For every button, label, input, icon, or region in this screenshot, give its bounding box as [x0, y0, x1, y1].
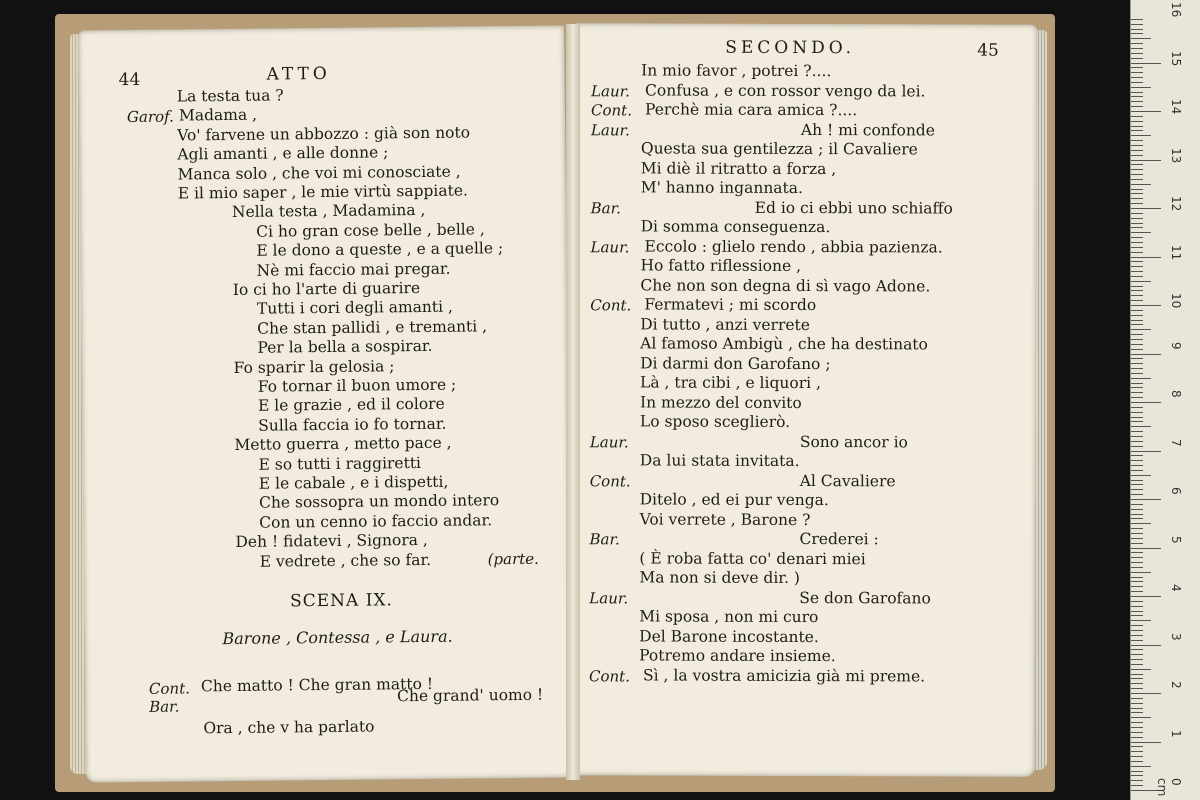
verse-line: Fo tornar il buon umore ; [257, 375, 457, 396]
ruler-tick [1131, 383, 1143, 384]
ruler-tick [1131, 620, 1151, 621]
ruler-label: 0 cm [1155, 778, 1183, 797]
verse-line: Madama , [178, 106, 258, 125]
ruler-tick [1131, 596, 1161, 597]
ruler-tick [1131, 116, 1143, 117]
ruler-tick [1131, 756, 1143, 757]
ruler-tick [1131, 368, 1143, 369]
ruler-tick [1131, 625, 1143, 626]
ruler-tick [1131, 310, 1143, 311]
ruler-tick [1131, 33, 1143, 34]
ruler-tick [1131, 771, 1143, 772]
ruler-tick [1131, 155, 1143, 156]
ruler-tick [1131, 577, 1143, 578]
ruler-tick [1131, 606, 1143, 607]
ruler-tick [1131, 766, 1151, 767]
ruler-tick [1131, 703, 1143, 704]
verse-line: Da lui stata invitata. [639, 451, 800, 470]
ruler-tick [1131, 320, 1143, 321]
ruler-tick [1131, 218, 1143, 219]
ruler-label: 11 [1169, 244, 1183, 260]
ruler-tick [1131, 24, 1143, 25]
ruler-tick [1131, 58, 1143, 59]
ruler-tick [1131, 179, 1143, 180]
ruler-tick [1131, 193, 1143, 194]
ruler-tick [1131, 96, 1143, 97]
ruler-tick [1131, 135, 1151, 136]
verse-line: Voi verrete , Barone ? [639, 509, 811, 529]
ruler-tick [1131, 19, 1143, 20]
verse-line: Mi sposa , non mi curo [639, 607, 819, 627]
verse-line: Deh ! fidatevi , Signora , [235, 531, 428, 552]
ruler-tick [1131, 334, 1143, 335]
ruler-tick [1131, 688, 1143, 689]
verse-line: Fo sparir la gelosia ; [233, 356, 395, 377]
verse-line: Per la bella a sospirar. [257, 337, 433, 357]
ruler-tick [1131, 480, 1143, 481]
ruler-tick [1131, 247, 1143, 248]
speaker-label: Cont. [148, 679, 191, 698]
verse-line: Io ci ho l'arte di guarire [232, 278, 421, 299]
ruler-tick [1131, 281, 1151, 282]
verse-line: Potremo andare insieme. [639, 646, 836, 666]
verse-line: Al famoso Ambigù , che ha destinato [640, 334, 928, 354]
ruler-tick [1131, 43, 1143, 44]
speaker-label: Bar. [149, 697, 180, 716]
verse-line: E vedrete , che so far. [259, 550, 432, 571]
verse-line: E le grazie , ed il colore [257, 395, 445, 416]
book-gutter [566, 24, 580, 780]
verse-line: Tutti i cori degli amanti , [256, 298, 454, 319]
verse-line: Crederei : [799, 529, 879, 549]
ruler-tick [1131, 421, 1143, 422]
ruler-tick [1131, 257, 1161, 258]
speaker-label: Laur. [589, 588, 629, 607]
ruler-tick [1131, 72, 1143, 73]
verse-line: Del Barone incostante. [639, 626, 819, 646]
speaker-label: Laur. [590, 237, 630, 256]
ruler-tick [1131, 407, 1143, 408]
ruler-tick [1131, 111, 1161, 112]
verse-line: Là , tra cibi , e liquori , [640, 373, 821, 393]
ruler-tick [1131, 446, 1143, 447]
ruler-tick [1131, 315, 1143, 316]
speaker-label: Laur. [590, 120, 630, 139]
ruler-tick [1131, 174, 1143, 175]
ruler-tick [1131, 232, 1151, 233]
ruler-tick [1131, 431, 1143, 432]
verse-line: Se don Garofano [799, 588, 931, 607]
verse-line: Eccolo : glielo rendo , abbia pazienza. [644, 236, 943, 256]
ruler-tick [1131, 150, 1143, 151]
ruler-label: 15 [1169, 50, 1183, 66]
measuring-ruler [1130, 0, 1200, 800]
speaker-label: Bar. [590, 198, 621, 217]
ruler-label: 16 [1169, 2, 1183, 18]
ruler-label: 5 [1169, 535, 1183, 544]
verse-line: E le dono a queste , e a quelle ; [256, 239, 504, 260]
ruler-tick [1131, 732, 1143, 733]
verse-line: Di darmi don Garofano ; [640, 353, 831, 373]
verse-line: Che non son degna di sì vago Adone. [640, 275, 931, 295]
ruler-tick [1131, 271, 1143, 272]
ruler-tick [1131, 683, 1143, 684]
ruler-tick [1131, 645, 1161, 646]
ruler-tick [1131, 509, 1143, 510]
ruler-tick [1131, 145, 1143, 146]
verse-line: Ah ! mi confonde [800, 120, 935, 139]
verse-line: Lo sposo sceglierò. [639, 412, 791, 431]
ruler-tick [1131, 363, 1143, 364]
ruler-tick [1131, 339, 1143, 340]
stage-direction: (parte. [487, 549, 539, 569]
ruler-tick [1131, 38, 1151, 39]
ruler-tick [1131, 499, 1161, 500]
speaker-label: Garof. [126, 107, 175, 127]
ruler-tick [1131, 208, 1161, 209]
running-head: ATTO [266, 63, 331, 85]
ruler-tick [1131, 160, 1161, 161]
ruler-tick [1131, 557, 1143, 558]
ruler-tick [1131, 184, 1151, 185]
ruler-tick [1131, 780, 1143, 781]
ruler-tick [1131, 378, 1151, 379]
ruler-tick [1131, 48, 1143, 49]
ruler-tick [1131, 358, 1143, 359]
verse-line: Che grand' uomo ! [396, 685, 544, 706]
ruler-tick [1131, 514, 1143, 515]
verse-line: Nella testa , Madamina , [231, 201, 426, 222]
ruler-tick [1131, 654, 1143, 655]
ruler-label: 2 [1169, 681, 1183, 689]
ruler-tick [1131, 305, 1161, 306]
ruler-tick [1131, 203, 1143, 204]
ruler-tick [1131, 678, 1143, 679]
ruler-label: 4 [1169, 584, 1183, 592]
ruler-tick [1131, 591, 1143, 592]
speaker-label: Cont. [590, 296, 632, 315]
ruler-tick [1131, 223, 1143, 224]
ruler-tick [1131, 344, 1143, 345]
ruler-tick [1131, 252, 1143, 253]
ruler-tick [1131, 140, 1143, 141]
page-number: 44 [118, 69, 141, 91]
ruler-tick [1131, 470, 1143, 471]
ruler-tick [1131, 290, 1143, 291]
ruler-tick [1131, 460, 1143, 461]
verse-line: Con un cenno io faccio andar. [259, 511, 493, 532]
ruler-tick [1131, 775, 1143, 776]
verse-line: Ho fatto riflessione , [640, 256, 802, 275]
ruler-tick [1131, 213, 1143, 214]
ruler-tick [1131, 426, 1151, 427]
ruler-tick [1131, 640, 1143, 641]
verse-line: Ditelo , ed ei pur venga. [639, 490, 829, 510]
ruler-tick [1131, 742, 1161, 743]
ruler-tick [1131, 77, 1143, 78]
ruler-tick [1131, 761, 1143, 762]
ruler-tick [1131, 664, 1143, 665]
ruler-tick [1131, 722, 1143, 723]
running-head: SECONDO. [725, 37, 856, 59]
ruler-tick [1131, 242, 1143, 243]
ruler-tick [1131, 451, 1161, 452]
ruler-tick [1131, 402, 1161, 403]
ruler-tick [1131, 392, 1143, 393]
ruler-label: 12 [1169, 196, 1183, 212]
ruler-tick [1131, 266, 1143, 267]
ruler-label: 6 [1169, 487, 1183, 495]
ruler-tick [1131, 484, 1143, 485]
ruler-tick [1131, 630, 1143, 631]
ruler-tick [1131, 708, 1143, 709]
page-number: 45 [977, 40, 999, 61]
ruler-label: 3 [1169, 632, 1183, 641]
ruler-label: 8 [1169, 390, 1183, 398]
ruler-tick [1131, 712, 1143, 713]
ruler-tick [1131, 669, 1151, 670]
ruler-tick [1131, 412, 1143, 413]
speaker-label: Cont. [589, 666, 631, 685]
verse-line: Vo' farvene un abbozzo : già son noto [177, 123, 471, 145]
ruler-tick [1131, 737, 1143, 738]
ruler-tick [1131, 441, 1143, 442]
ruler-label: 7 [1169, 438, 1183, 447]
scene-characters: Barone , Contessa , e Laura. [222, 626, 453, 649]
ruler-tick [1131, 494, 1143, 495]
verse-line: Che stan pallidi , e tremanti , [257, 317, 488, 338]
ruler-tick [1131, 300, 1143, 301]
ruler-tick [1131, 562, 1143, 563]
verse-line: Al Cavaliere [799, 471, 896, 490]
ruler-tick [1131, 237, 1143, 238]
ruler-label: 9 [1169, 341, 1183, 350]
ruler-tick [1131, 198, 1143, 199]
ruler-tick [1131, 286, 1143, 287]
ruler-tick [1131, 475, 1151, 476]
ruler-tick [1131, 101, 1143, 102]
verse-line: E le cabale , e i dispetti, [258, 472, 449, 493]
verse-line: Di somma conseguenza. [640, 217, 831, 237]
ruler-tick [1131, 329, 1151, 330]
ruler-tick [1131, 581, 1143, 582]
ruler-tick [1131, 698, 1143, 699]
ruler-tick [1131, 67, 1143, 68]
verse-line: La testa tua ? [176, 86, 284, 106]
ruler-tick [1131, 538, 1143, 539]
ruler-tick [1131, 548, 1161, 549]
speaker-label: Bar. [589, 530, 620, 549]
ruler-tick [1131, 261, 1143, 262]
verse-line: Ma non si deve dir. ) [639, 568, 800, 587]
ruler-tick [1131, 518, 1143, 519]
ruler-label: 13 [1169, 147, 1183, 163]
ruler-tick [1131, 693, 1161, 694]
ruler-tick [1131, 82, 1143, 83]
ruler-tick [1131, 53, 1143, 54]
verse-line: Metto guerra , metto pace , [234, 433, 452, 455]
verse-line: Ci ho gran cose belle , belle , [256, 220, 485, 241]
ruler-tick [1131, 465, 1143, 466]
verse-line: Di tutto , anzi verrete [640, 314, 810, 334]
ruler-tick [1131, 528, 1143, 529]
verse-line: In mezzo del convito [639, 392, 802, 412]
ruler-tick [1131, 126, 1143, 127]
verse-line: M' hanno ingannata. [640, 178, 803, 197]
ruler-tick [1131, 87, 1151, 88]
ruler-tick [1131, 169, 1143, 170]
verse-line: Mi diè il ritratto a forza , [640, 158, 837, 178]
verse-line: ( È roba fatta co' denari miei [639, 548, 866, 568]
ruler-tick [1131, 324, 1143, 325]
ruler-tick [1131, 746, 1143, 747]
speaker-label: Cont. [589, 471, 631, 490]
ruler-tick [1131, 601, 1143, 602]
verse-line: E so tutti i raggiretti [258, 453, 422, 474]
ruler-tick [1131, 674, 1143, 675]
speaker-label: Laur. [589, 432, 629, 451]
ruler-tick [1131, 543, 1143, 544]
verse-line: Fermatevi ; mi scordo [644, 295, 817, 315]
left-page [78, 25, 572, 782]
verse-line: Perchè mia cara amica ?.... [644, 100, 858, 120]
speaker-label: Cont. [590, 101, 633, 120]
ruler-label: 14 [1169, 99, 1183, 115]
ruler-tick [1131, 552, 1143, 553]
ruler-tick [1131, 189, 1143, 190]
ruler-tick [1131, 751, 1143, 752]
right-page [573, 23, 1038, 777]
ruler-tick [1131, 29, 1143, 30]
ruler-label: 1 [1169, 729, 1183, 738]
verse-line: Ed io ci ebbi uno schiaffo [754, 198, 953, 218]
ruler-tick [1131, 523, 1151, 524]
ruler-tick [1131, 504, 1143, 505]
verse-line: Che sossopra un mondo intero [258, 491, 500, 513]
verse-line: In mio favor , potrei ?.... [641, 61, 832, 81]
verse-line: Agli amanti , e alle donne ; [177, 143, 389, 164]
ruler-tick [1131, 397, 1143, 398]
verse-line: Nè mi faccio mai pregar. [256, 259, 451, 280]
ruler-tick [1131, 354, 1161, 355]
ruler-tick [1131, 567, 1143, 568]
ruler-tick [1131, 121, 1143, 122]
ruler-tick [1131, 649, 1143, 650]
ruler-tick [1131, 659, 1143, 660]
verse-line: Che matto ! Che gran matto ! [200, 674, 434, 696]
ruler-tick [1131, 586, 1143, 587]
ruler-label: 10 [1169, 293, 1183, 309]
ruler-tick [1131, 92, 1143, 93]
verse-line: Ora , che v ha parlato [203, 717, 375, 738]
scene-heading: SCENA IX. [289, 590, 394, 612]
verse-line: E il mio saper , le mie virtù sappiate. [177, 181, 468, 203]
ruler-tick [1131, 436, 1143, 437]
speaker-label: Laur. [591, 81, 630, 100]
verse-line: Sì , la vostra amicizia già mi preme. [643, 665, 926, 685]
ruler-tick [1131, 727, 1143, 728]
ruler-tick [1131, 276, 1143, 277]
ruler-tick [1131, 533, 1143, 534]
verse-line: Sulla faccia io fo tornar. [258, 414, 447, 435]
ruler-tick [1131, 635, 1143, 636]
ruler-tick [1131, 611, 1143, 612]
verse-line: Manca solo , che voi mi conosciate , [177, 162, 461, 184]
ruler-tick [1131, 785, 1143, 786]
ruler-tick [1131, 227, 1143, 228]
ruler-tick [1131, 373, 1143, 374]
ruler-tick [1131, 106, 1143, 107]
ruler-tick [1131, 349, 1143, 350]
ruler-tick [1131, 130, 1143, 131]
ruler-tick [1131, 387, 1143, 388]
ruler-tick [1131, 572, 1151, 573]
verse-line: Confusa , e con rossor vengo da lei. [645, 80, 926, 100]
ruler-tick [1131, 295, 1143, 296]
verse-line: Questa sua gentilezza ; il Cavaliere [640, 139, 918, 159]
ruler-tick [1131, 164, 1143, 165]
ruler-tick [1131, 615, 1143, 616]
ruler-tick [1131, 63, 1161, 64]
verse-line: Sono ancor io [799, 432, 908, 451]
ruler-tick [1131, 489, 1143, 490]
ruler-tick [1131, 455, 1143, 456]
ruler-tick [1131, 717, 1151, 718]
ruler-tick [1131, 417, 1143, 418]
